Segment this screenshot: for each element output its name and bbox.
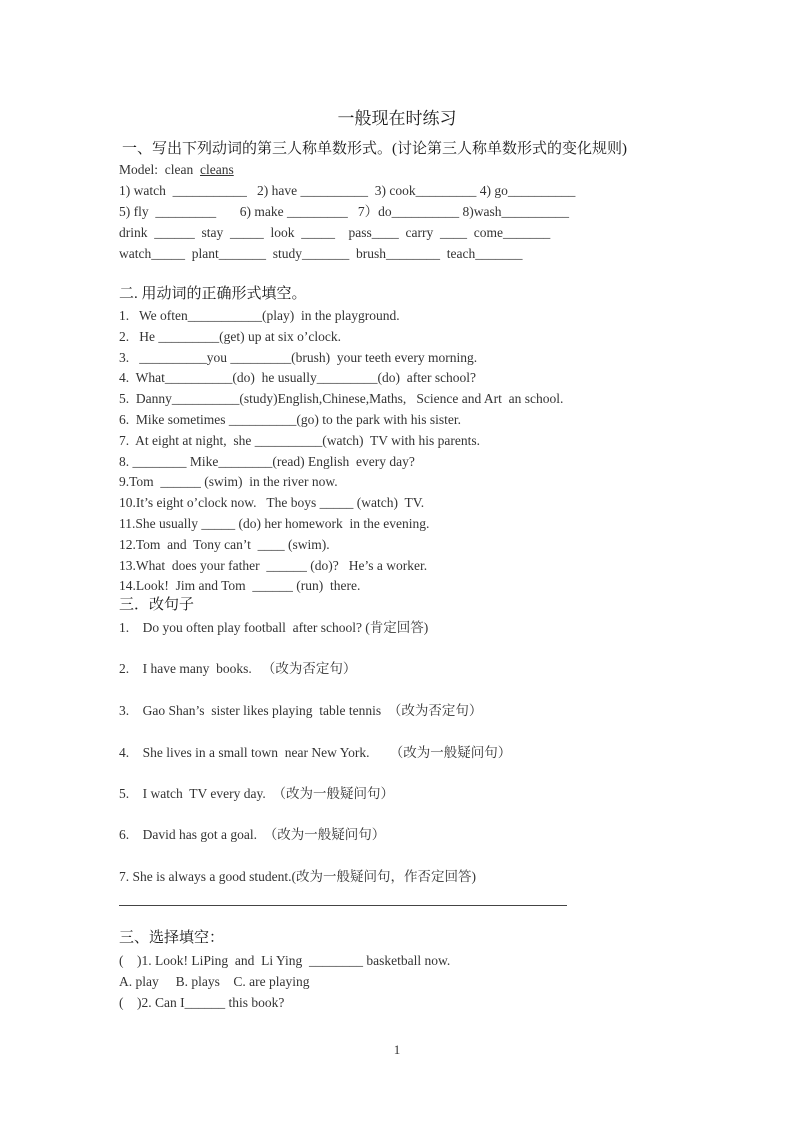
exercise-item: 13.What does your father ______ (do)? He’s a worker. bbox=[119, 558, 428, 573]
section4-heading: 三、选择填空： bbox=[119, 930, 225, 946]
rewrite-item: 5. I watch TV every day. （改为一般疑问句） bbox=[119, 786, 394, 801]
choice-options: A. play B. plays C. are playing bbox=[119, 974, 310, 989]
rewrite-item: 6. David has got a goal. （改为一般疑问句） bbox=[119, 827, 386, 842]
rewrite-item: 3. Gao Shan’s sister likes playing table tennis （改为否定句） bbox=[119, 703, 483, 718]
verb-row: 5) fly _________ 6) make _________ 7）do__________ 8)wash__________ bbox=[119, 204, 569, 219]
verb-row: 1) watch ___________ 2) have __________ 3) cook_________ 4) go__________ bbox=[119, 183, 576, 198]
exercise-item: 3. __________you _________(brush) your teeth every morning. bbox=[119, 350, 478, 365]
model-answer: cleans bbox=[199, 162, 234, 177]
rewrite-item: 1. Do you often play football after school? (肯定回答) bbox=[119, 620, 429, 635]
exercise-item: 7. At eight at night, she __________(watch) TV with his parents. bbox=[119, 433, 480, 448]
model-prefix: Model: clean bbox=[119, 162, 200, 177]
exercise-item: 4. What__________(do) he usually_________(do) after school? bbox=[119, 370, 477, 385]
verb-row: drink ______ stay _____ look _____ pass____ carry ____ come_______ bbox=[119, 225, 551, 240]
exercise-item: 6. Mike sometimes __________(go) to the park with his sister. bbox=[119, 412, 461, 427]
exercise-item: 11.She usually _____ (do) her homework in the evening. bbox=[119, 516, 430, 531]
exercise-item: 9.Tom ______ (swim) in the river now. bbox=[119, 474, 338, 489]
section2-heading: 二. 用动词的正确形式填空。 bbox=[119, 286, 307, 302]
choice-question: ( )2. Can I______ this book? bbox=[119, 995, 285, 1010]
model-line bbox=[119, 161, 234, 179]
section1-heading: 一、写出下列动词的第三人称单数形式。(讨论第三人称单数形式的变化规则) bbox=[122, 141, 627, 157]
exercise-item: 14.Look! Jim and Tom ______ (run) there. bbox=[119, 578, 361, 593]
exercise-item: 5. Danny__________(study)English,Chinese,Maths, Science and Art an school. bbox=[119, 391, 564, 406]
rewrite-item: 7. She is always a good student.(改为一般疑问句，作否定回答) bbox=[119, 869, 476, 884]
exercise-item: 12.Tom and Tony can’t ____ (swim). bbox=[119, 537, 330, 552]
exercise-item: 8. ________ Mike________(read) English every day? bbox=[119, 454, 415, 469]
exercise-item: 1. We often___________(play) in the playground. bbox=[119, 308, 400, 323]
verb-row: watch_____ plant_______ study_______ brush________ teach_______ bbox=[119, 246, 523, 261]
rewrite-item: 2. I have many books. （改为否定句） bbox=[119, 661, 357, 676]
section3-heading: 三．改句子 bbox=[119, 597, 195, 613]
choice-question: ( )1. Look! LiPing and Li Ying ________ basketball now. bbox=[119, 953, 451, 968]
exercise-item: 2. He _________(get) up at six o’clock. bbox=[119, 329, 341, 344]
page-number: 1 bbox=[393, 1042, 401, 1057]
answer-line bbox=[119, 905, 567, 906]
page-title: 一般现在时练习 bbox=[337, 109, 457, 128]
rewrite-item: 4. She lives in a small town near New York. （改为一般疑问句） bbox=[119, 745, 512, 760]
exercise-item: 10.It’s eight o’clock now. The boys _____ (watch) TV. bbox=[119, 495, 425, 510]
